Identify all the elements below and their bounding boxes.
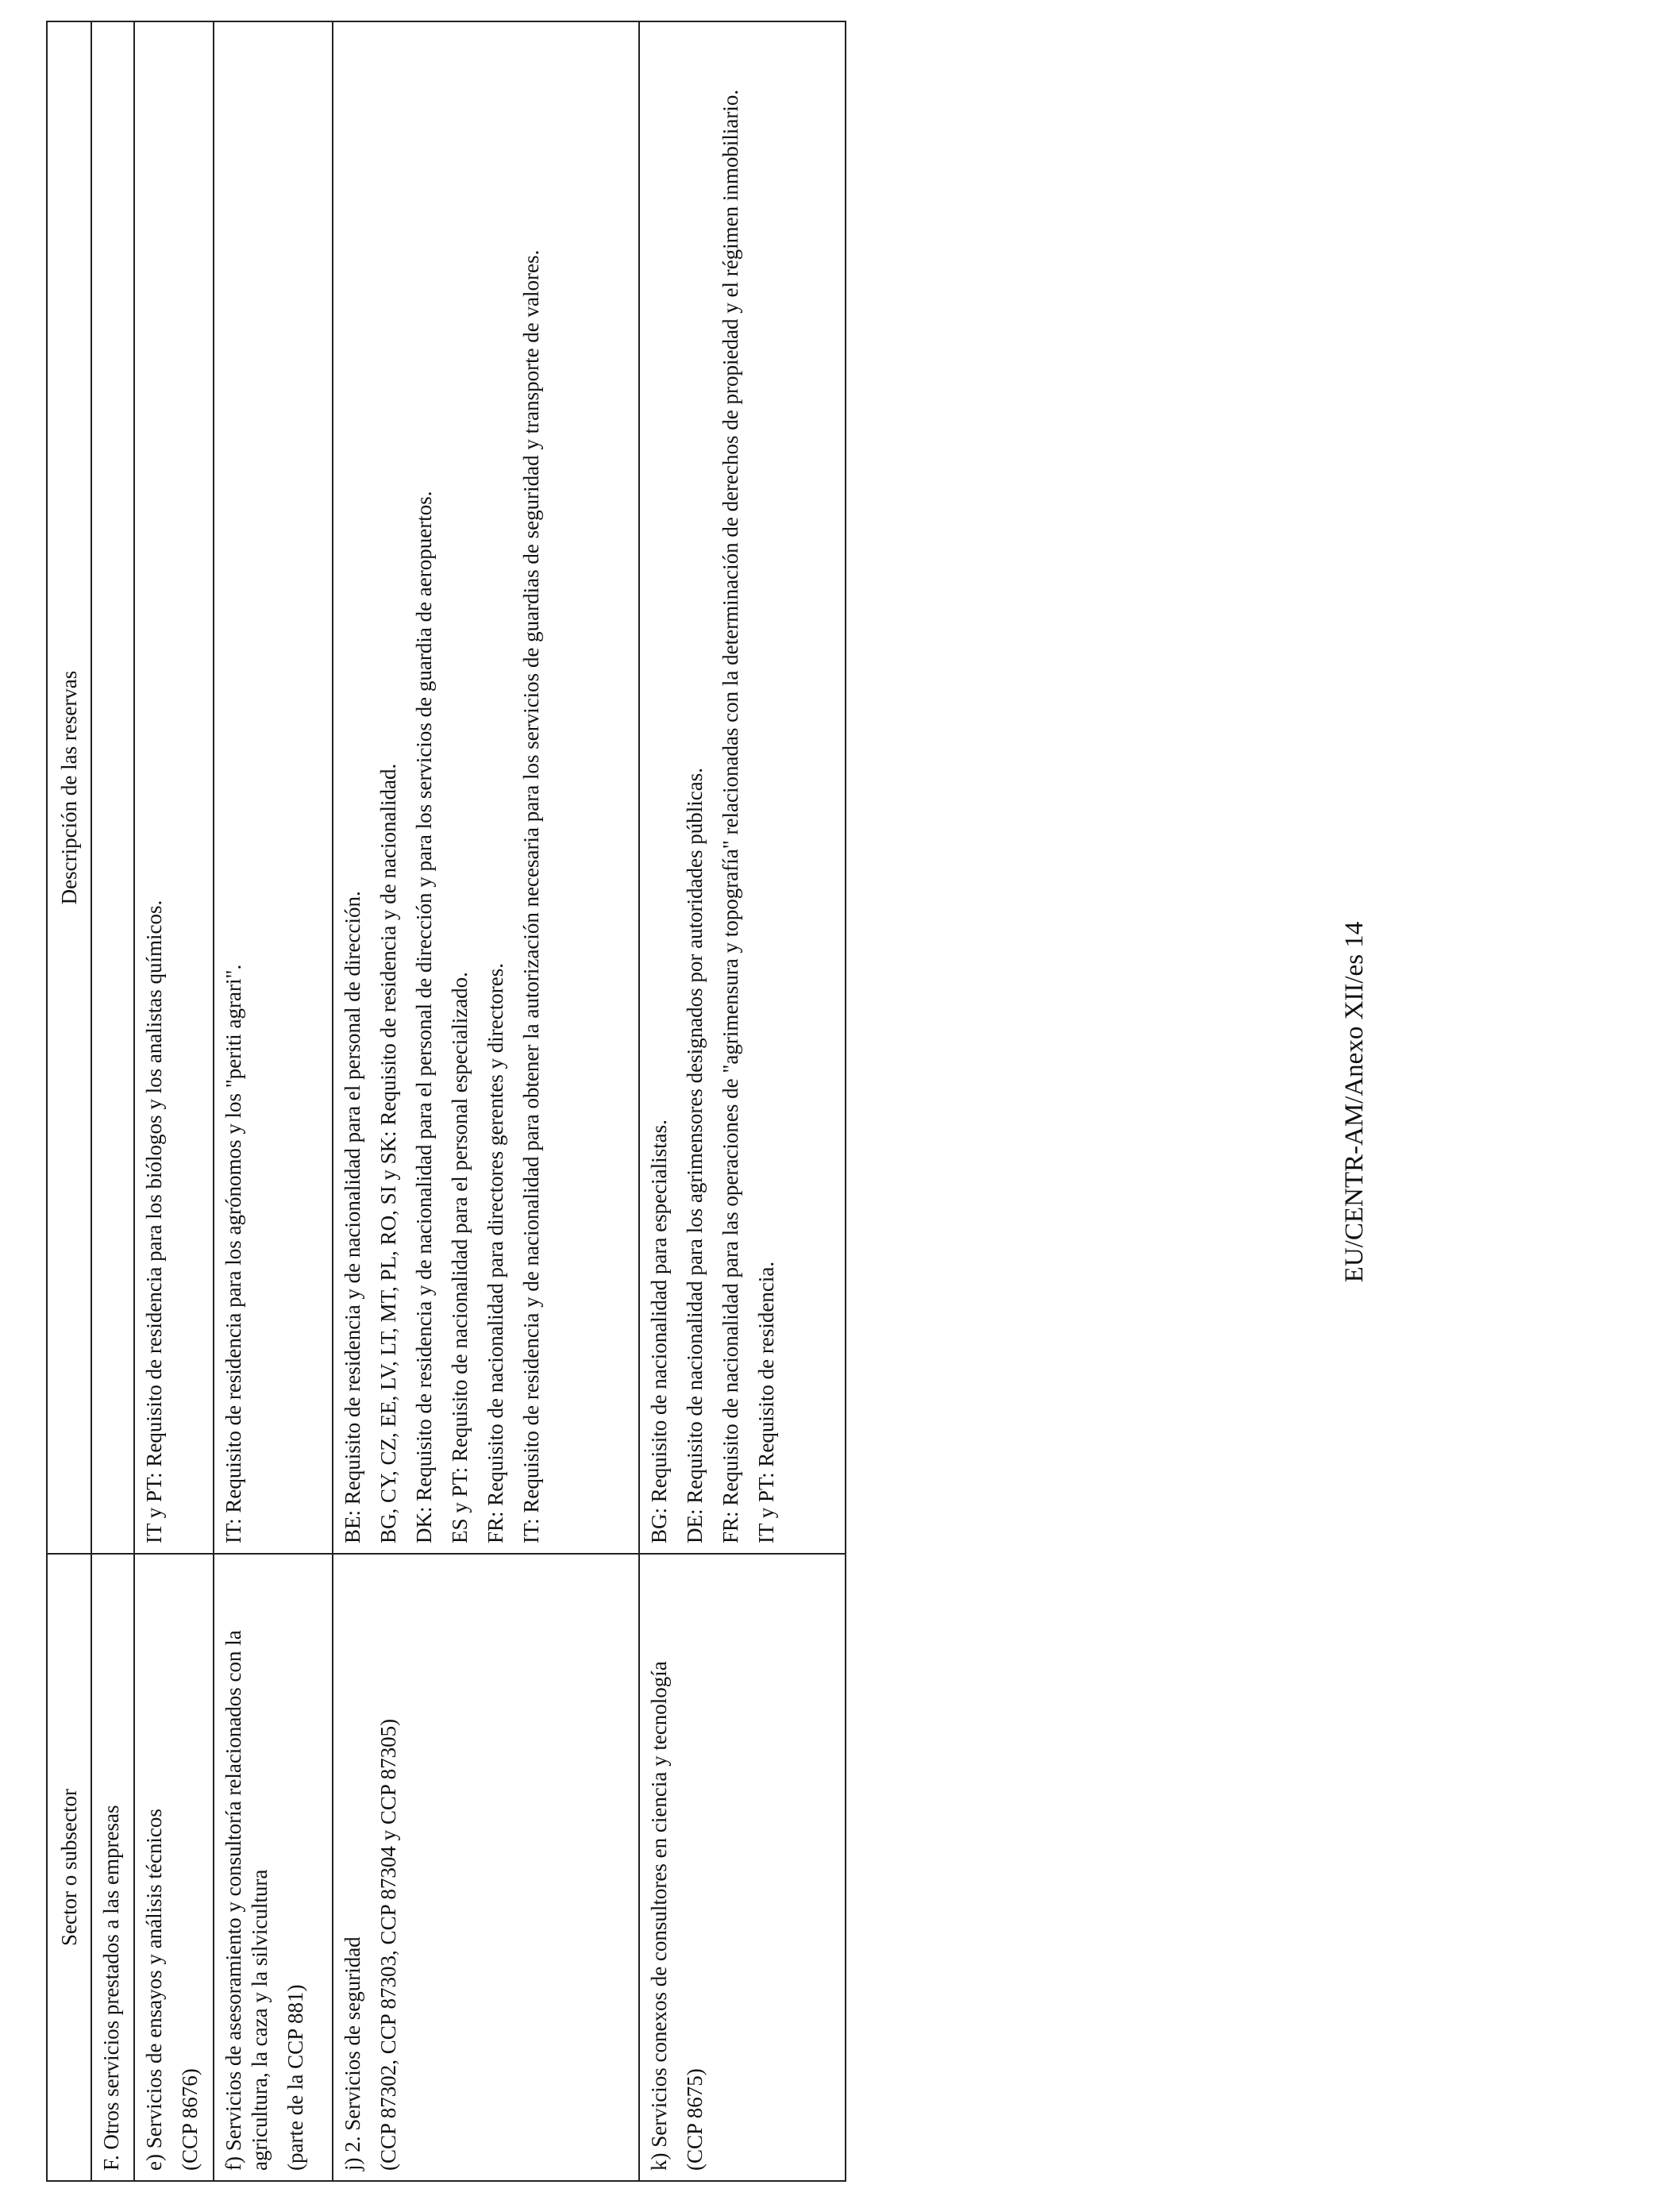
header-sector: Sector o subsector: [47, 1554, 91, 2181]
reservation-line: IT y PT: Requisito de residencia para los biólogos y los analistas químicos.: [142, 900, 166, 1543]
section-title: F. Otros servicios prestados a las empresas: [91, 1554, 134, 2181]
reservation-cell: [214, 21, 333, 1554]
reservation-line: IT: Requisito de residencia y de nacionalidad para obtener la autorización necesaria para los servicios de guardias de seguridad y transporte de valores.: [518, 249, 543, 1543]
reservation-line: BG: Requisito de nacionalidad para especialistas.: [647, 1119, 671, 1543]
table-row: [639, 21, 846, 2181]
reservation-cell: [333, 21, 639, 1554]
header-description: Descripción de las reservas: [47, 21, 91, 1554]
sector-cell: [639, 1554, 846, 2181]
reservation-line: DE: Requisito de nacionalidad para los agrimensores designados por autoridades públicas.: [682, 768, 707, 1543]
reservation-cell: [639, 21, 846, 1554]
reservation-cell: [134, 21, 214, 1554]
table-row: [333, 21, 639, 2181]
reservation-line: BG, CY, CZ, EE, LV, LT, MT, PL, RO, SI y SK: Requisito de residencia y de nacionalidad.: [376, 763, 400, 1543]
reservation-line: FR: Requisito de nacionalidad para directores gerentes y directores.: [483, 962, 507, 1543]
reservation-line: BE: Requisito de residencia y de nacionalidad para el personal de dirección.: [341, 891, 364, 1543]
sector-cell: [134, 1554, 214, 2181]
sector-line: (CCP 8676): [177, 2068, 202, 2171]
reservation-line: ES y PT: Requisito de nacionalidad para el personal especializado.: [447, 972, 472, 1543]
sector-line: e) Servicios de ensayos y análisis técnicos: [142, 1809, 166, 2171]
reservations-table: [46, 21, 846, 2182]
table-row: [134, 21, 214, 2181]
reservation-line: IT: Requisito de residencia para los agrónomos y los "periti agrari".: [222, 964, 245, 1543]
sector-cell: [214, 1554, 333, 2181]
sector-line: f) Servicios de asesoramiento y consultoría relacionados con la agricultura, la caza y la silvicultura: [222, 1630, 272, 2171]
sector-line: k) Servicios conexos de consultores en ciencia y tecnología: [647, 1661, 671, 2171]
section-row: [91, 21, 134, 2181]
reservation-line: DK: Requisito de residencia y de nacionalidad para el personal de dirección y para los servicios de guardia de aeropuertos.: [411, 491, 436, 1543]
sector-line: (CCP 8675): [682, 2068, 707, 2171]
page-footer: EU/CENTR-AM/Anexo XII/es 14: [1340, 921, 1369, 1283]
table-row: [214, 21, 333, 2181]
reservation-line: IT y PT: Requisito de residencia.: [753, 1261, 778, 1543]
table-header-row: [47, 21, 91, 2181]
sector-line: (parte de la CCP 881): [283, 1984, 307, 2171]
reservation-line: FR: Requisito de nacionalidad para las operaciones de "agrimensura y topografía" relacionadas con la determinación de derechos de propiedad y el régimen inmobiliario.: [718, 89, 742, 1543]
sector-line: (CCP 87302, CCP 87303, CCP 87304 y CCP 87305): [376, 1718, 400, 2171]
sector-cell: [333, 1554, 639, 2181]
section-empty-cell: [91, 21, 134, 1554]
sector-line: j) 2. Servicios de seguridad: [341, 1936, 364, 2171]
